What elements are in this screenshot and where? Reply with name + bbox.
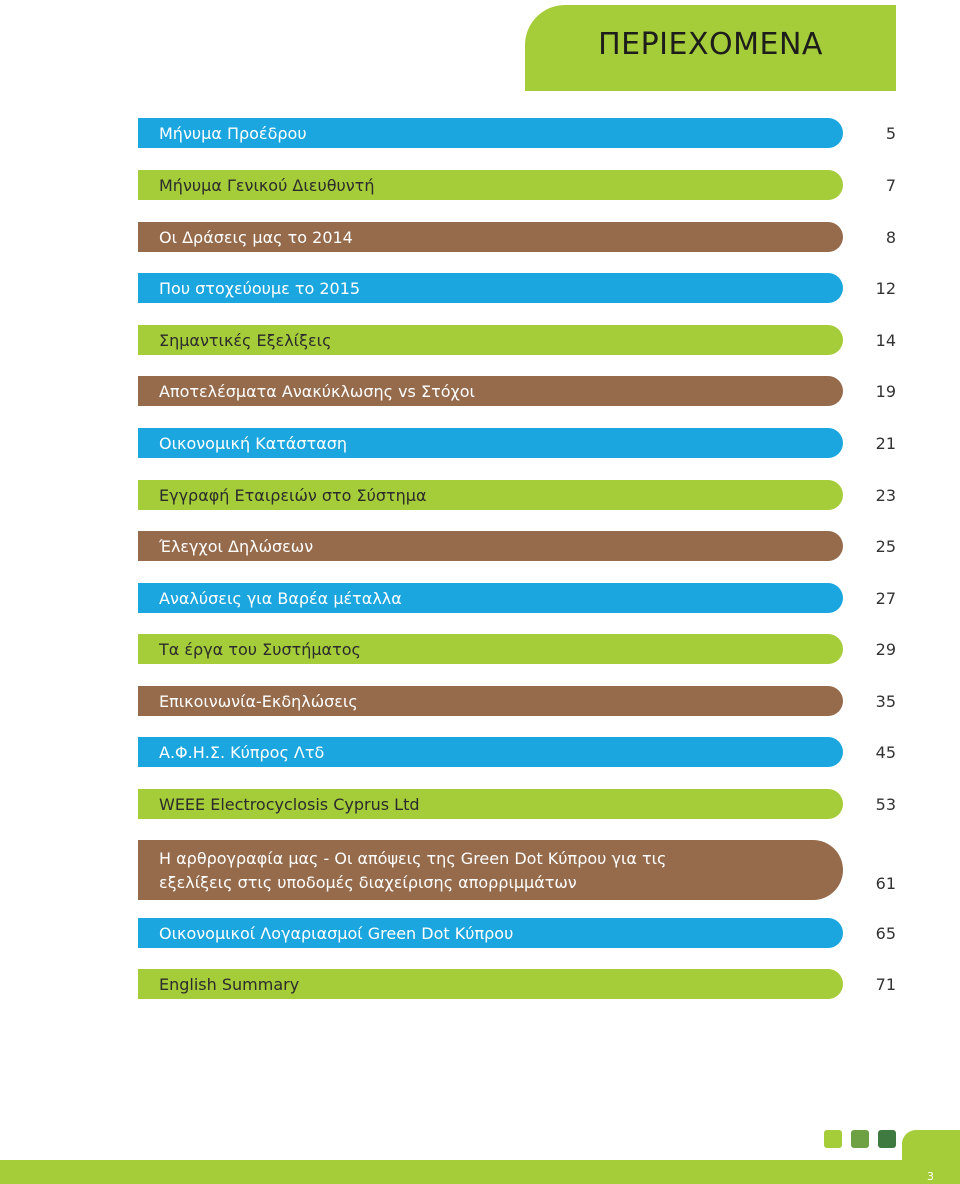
square-light-green: [824, 1130, 842, 1148]
page-number: 3: [927, 1170, 934, 1183]
toc-label: Τα έργα του Συστήματος: [159, 640, 361, 659]
toc-entry[interactable]: [138, 480, 896, 510]
toc-entry[interactable]: [138, 840, 896, 900]
toc-page-number: 53: [875, 795, 896, 814]
toc-page-number: 25: [875, 537, 896, 556]
toc-entry[interactable]: [138, 222, 896, 252]
toc-entry[interactable]: [138, 273, 896, 303]
toc-label: Σημαντικές Εξελίξεις: [159, 331, 332, 350]
toc-label: Αποτελέσματα Ανακύκλωσης vs Στόχοι: [159, 382, 475, 401]
toc-label: Οικονομική Κατάσταση: [159, 434, 348, 453]
toc-page-number: 71: [875, 975, 896, 994]
page-title: ΠΕΡΙΕΧΟΜΕΝΑ: [598, 27, 823, 62]
toc-page-number: 8: [885, 228, 896, 247]
toc-page-number: 29: [875, 640, 896, 659]
toc-entry[interactable]: [138, 789, 896, 819]
square-dark-green: [878, 1130, 896, 1148]
decorative-squares: [824, 1130, 896, 1148]
toc-label: Οι Δράσεις μας το 2014: [159, 228, 353, 247]
toc-page-number: 21: [875, 434, 896, 453]
toc-entry[interactable]: [138, 325, 896, 355]
square-mid-green: [851, 1130, 869, 1148]
toc-label: Επικοινωνία-Εκδηλώσεις: [159, 692, 358, 711]
toc-label: Εγγραφή Εταιρειών στο Σύστημα: [159, 486, 427, 505]
toc-label: Αναλύσεις για Βαρέα μέταλλα: [159, 589, 402, 608]
toc-page-number: 5: [885, 124, 896, 143]
toc-entry[interactable]: [138, 170, 896, 200]
toc-entry[interactable]: [138, 969, 896, 999]
footer-bar: [0, 1160, 960, 1184]
toc-label: WEEE Electrocyclosis Cyprus Ltd: [159, 795, 420, 814]
toc-page-number: 65: [875, 924, 896, 943]
toc-entry[interactable]: [138, 531, 896, 561]
toc-page-number: 61: [875, 874, 896, 893]
toc-entry[interactable]: [138, 376, 896, 406]
toc-page-number: 23: [875, 486, 896, 505]
toc-label: Οικονομικοί Λογαριασμοί Green Dot Κύπρου: [159, 924, 514, 943]
toc-entry[interactable]: [138, 118, 896, 148]
toc-label: Έλεγχοι Δηλώσεων: [159, 537, 314, 556]
toc-label: Α.Φ.Η.Σ. Κύπρος Λτδ: [159, 743, 325, 762]
toc-page-number: 12: [875, 279, 896, 298]
toc-entry[interactable]: [138, 583, 896, 613]
toc-label: Μήνυμα Γενικού Διευθυντή: [159, 176, 375, 195]
toc-label: [159, 847, 666, 895]
toc-label-line: εξελίξεις στις υποδομές διαχείρισης απορριμμάτων: [159, 873, 577, 892]
toc-page-number: 14: [875, 331, 896, 350]
toc-page-number: 27: [875, 589, 896, 608]
toc-entry[interactable]: [138, 634, 896, 664]
toc-page-number: 45: [875, 743, 896, 762]
toc-entry[interactable]: [138, 428, 896, 458]
toc-page-number: 19: [875, 382, 896, 401]
toc-page-number: 35: [875, 692, 896, 711]
toc-label: English Summary: [159, 975, 300, 994]
toc-label: Μήνυμα Προέδρου: [159, 124, 307, 143]
toc-label-line: Η αρθρογραφία μας - Οι απόψεις της Green Dot Κύπρου για τις: [159, 849, 667, 868]
toc-entry[interactable]: [138, 686, 896, 716]
toc-entry[interactable]: [138, 737, 896, 767]
toc-label: Που στοχεύουμε το 2015: [159, 279, 361, 298]
toc-entry[interactable]: [138, 918, 896, 948]
toc-page-number: 7: [885, 176, 896, 195]
